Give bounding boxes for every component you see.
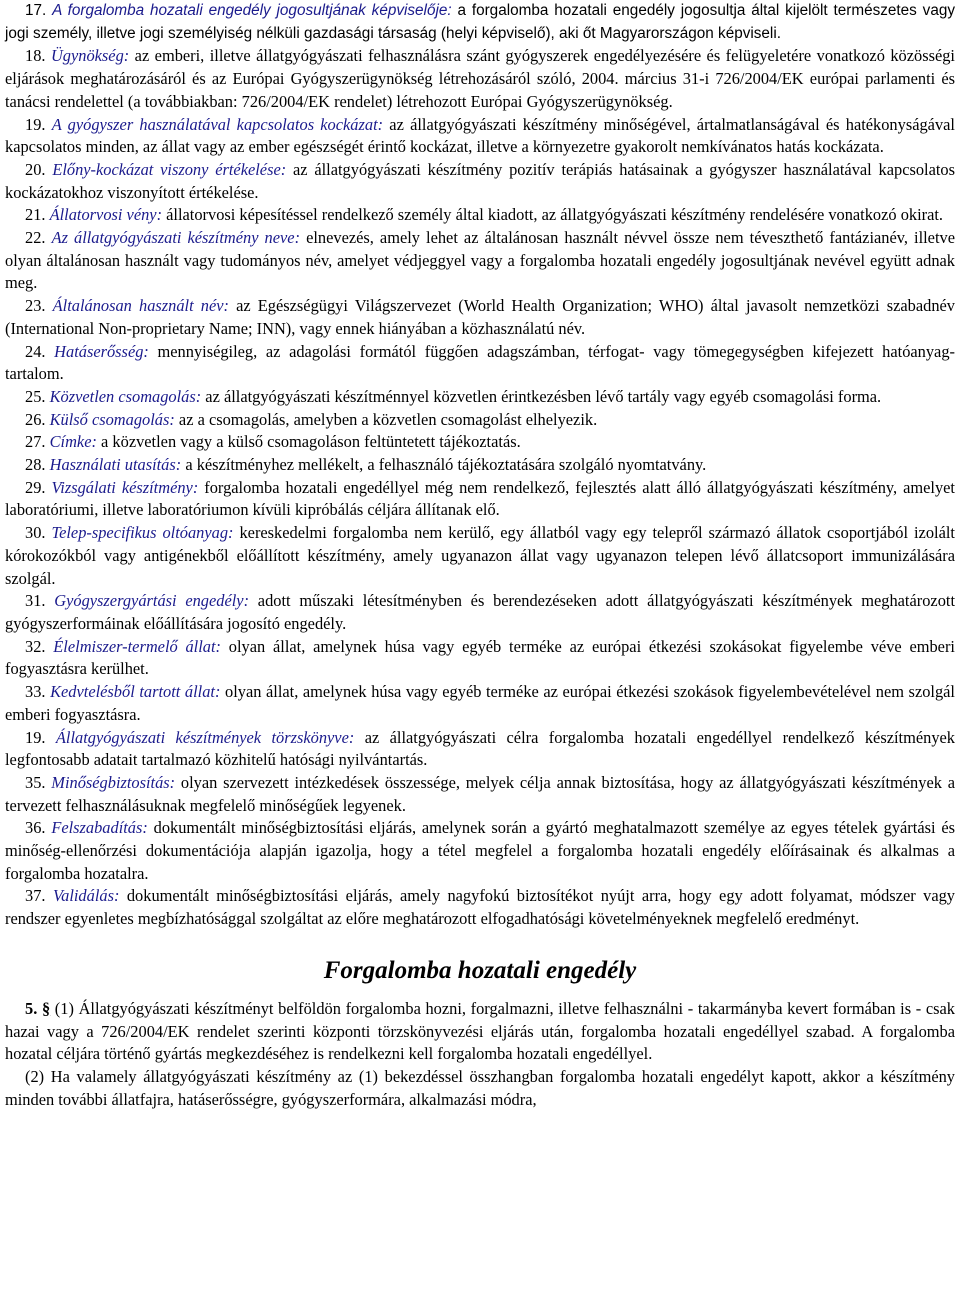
definition-term: Általánosan használt név:: [52, 296, 229, 316]
definition-number: 19.: [25, 727, 46, 747]
definition-term: Címke:: [49, 432, 97, 452]
definition-item: [5, 295, 955, 340]
definition-item: [5, 817, 955, 885]
definition-text: az emberi, illetve állatgyógyászati felhasználásra szánt gyógyszerek engedélyezésére és felügyeletére vonatkozó közösségi eljárások meghatározásáról és az Európai Gyógyszerügynökség létrehozásáról szóló, 2004. március 31-i 726/2004/EK európai parlamenti és tanácsi rendelettel (a továbbiakban: 726/2004/EK rendelet) létrehozott Európai Gyógyszerügynökség.: [5, 46, 955, 111]
definition-item: [5, 454, 955, 477]
definition-term: Telep-specifikus oltóanyag:: [51, 523, 234, 543]
definition-item: [5, 431, 955, 454]
definition-term: Felszabadítás:: [51, 818, 148, 838]
definition-number: 31.: [25, 591, 46, 611]
definition-term: Előny-kockázat viszony értékelése:: [52, 159, 287, 179]
definition-text: mennyiségileg, az adagolási formától függően adagszámban, térfogat- vagy tömegegységben kifejezett hatóanyag-tartalom.: [5, 341, 955, 384]
definition-text: az állatgyógyászati készítmény pozitív terápiás hatásainak a gyógyszer használatával kapcsolatos kockázatokhoz viszonyított értékelése.: [5, 159, 955, 202]
definition-text: olyan állat, amelynek húsa vagy egyéb terméke az európai étkezési szokások figyelembevételével nem szolgál emberi fogyasztásra.: [5, 682, 955, 724]
definition-number: 22.: [25, 228, 46, 248]
definition-item: [5, 159, 955, 204]
definition-text: elnevezés, amely lehet az általánosan használt névvel össze nem téveszthető fantázianév, illetve olyan általánosan használt vagy tudományos név, amelyet védjeggyel vagy a forgalomba hozatali engedély jogosultjának nevével együtt adnak meg.: [5, 228, 955, 293]
definition-item: [5, 114, 955, 159]
definition-term: Validálás:: [52, 886, 120, 906]
definition-term: Gyógyszergyártási engedély:: [54, 591, 250, 611]
definition-item: [5, 636, 955, 681]
definition-term: Az állatgyógyászati készítmény neve:: [51, 228, 301, 248]
definition-term: Használati utasítás:: [49, 455, 182, 475]
definition-item: [5, 590, 955, 635]
document-page: [5, 0, 955, 1111]
section-5-paragraph-1: [5, 998, 955, 1066]
definition-term: Közvetlen csomagolás:: [49, 386, 202, 406]
definition-number: 25.: [25, 386, 46, 406]
definition-number: 18.: [25, 46, 46, 66]
definition-text: olyan állat, amelynek húsa vagy egyéb terméke az európai étkezési szokásokat figyelembe véve emberi fogyasztásra kerülhet.: [5, 636, 955, 679]
definition-term: A forgalomba hozatali engedély jogosultjának képviselője:: [52, 2, 452, 19]
definition-number: 36.: [25, 818, 46, 838]
definition-item: [5, 681, 955, 726]
section-5-paragraph-2: [5, 1066, 955, 1111]
definition-number: 27.: [25, 432, 46, 452]
section-paragraph-2-text: (2) Ha valamely állatgyógyászati készítmény az (1) bekezdéssel összhangban forgalomba hozatali engedélyt kapott, akkor a készítmény minden további állatfajra, hatáserősségre, gyógyszerformára, alkalmazási módra,: [5, 1066, 955, 1109]
definitions-list: [5, 0, 955, 931]
definition-text: adott műszaki létesítményben és berendezéseken adott állatgyógyászati készítmények meghatározott gyógyszerformáinak előállítására jogosító engedély.: [5, 591, 955, 633]
definition-item: [5, 885, 955, 930]
definition-text: forgalomba hozatali engedéllyel még nem rendelkező, fejlesztés alatt álló állatgyógyászati készítmény, amelyet laboratóriumi, illetve laboratóriumon kívüli kipróbálás céljára állítanak elő.: [5, 477, 955, 520]
definition-item: [5, 45, 955, 113]
definition-number: 19.: [25, 114, 46, 134]
definition-number: 37.: [25, 886, 46, 906]
definition-text: az a csomagolás, amelyben a közvetlen csomagolást elhelyezik.: [174, 409, 598, 429]
definition-text: a forgalomba hozatali engedély jogosultja által kijelölt természetes vagy jogi személy, illetve jogi személyiség nélküli gazdasági társaság (helyi képviselő), aki őt Magyarországon képviseli.: [5, 2, 955, 42]
definition-number: 26.: [25, 409, 46, 429]
definition-item: [5, 477, 955, 522]
definition-number: 20.: [25, 159, 46, 179]
definition-item: [5, 341, 955, 386]
definition-item: [5, 204, 955, 227]
definition-text: olyan szervezett intézkedések összessége, melyek célja annak biztosítása, hogy az állatgyógyászati készítmények a tervezett felhasználásuknak megfelelő minőségűek legyenek.: [5, 772, 955, 815]
definition-number: 30.: [25, 523, 46, 543]
definition-number: 17.: [25, 2, 47, 19]
section-number: 5.: [25, 998, 38, 1018]
definition-text: az állatgyógyászati célra forgalomba hozatali engedéllyel rendelkező készítmények legfontosabb adatait tartalmazó közhitelű hatósági nyilvántartás.: [5, 727, 955, 770]
definition-text: dokumentált minőségbiztosítási eljárás, amelynek során a gyártó meghatalmazott személye az egyes tételek gyártási és minőség-ellenőrzési dokumentációja alapján igazolja, hogy a tétel megfelel a forgalomba hozatali engedély előírásainak és alkalmas a forgalomba hozatalra.: [5, 818, 955, 883]
definition-text: az állatgyógyászati készítménnyel közvetlen érintkezésben lévő tartály vagy egyéb csomagolási forma.: [201, 386, 882, 406]
definition-term: Állatgyógyászati készítmények törzskönyve:: [55, 727, 355, 747]
definition-term: Élelmiszer-termelő állat:: [53, 636, 221, 656]
definition-text: a készítményhez mellékelt, a felhasználó tájékoztatására szolgáló nyomtatvány.: [181, 455, 707, 475]
definition-text: dokumentált minőségbiztosítási eljárás, amely nagyfokú biztosítékot nyújt arra, hogy egy adott folyamat, módszer vagy rendszer egyenletes megbízhatósággal szolgáltat az előre meghatározott elfogadhatósági követelményeknek megfelelő eredményt.: [5, 886, 955, 929]
definition-number: 29.: [25, 477, 46, 497]
definition-term: Vizsgálati készítmény:: [51, 477, 199, 497]
definition-number: 28.: [25, 455, 46, 475]
definition-item: [5, 386, 955, 409]
definition-term: Külső csomagolás:: [49, 409, 175, 429]
definition-term: Ügynökség:: [50, 46, 130, 66]
definition-text: állatorvosi képesítéssel rendelkező személy által kiadott, az állatgyógyászati készítmény rendelésére vonatkozó okirat.: [162, 205, 944, 225]
definition-item: [5, 227, 955, 295]
section-paragraph-1-text: (1) Állatgyógyászati készítményt belföldön forgalomba hozni, forgalmazni, illetve felhasználni - takarmányba kevert formában is - csak hazai vagy a 726/2004/EK rendelet szerinti központi törzskönyvezési eljárás után, forgalomba hozatali engedéllyel szabad. A forgalomba hozatal céljára történő gyártás megkezdéséhez is rendelkezni kell forgalomba hozatali engedéllyel.: [5, 998, 955, 1064]
definition-text: az állatgyógyászati készítmény minőségével, ártalmatlanságával és hatékonyságával kapcsolatos minden, az állat vagy az ember egészségét érintő kockázat, illetve a környezetre gyakorolt nemkívánatos hatás kockázata.: [5, 114, 955, 157]
definition-term: Kedvtelésből tartott állat:: [50, 682, 221, 702]
definition-term: Minőségbiztosítás:: [51, 772, 176, 792]
definition-text: kereskedelmi forgalomba nem kerülő, egy állatból vagy egy telepről származó állatok csoportjából izolált kórokozókból vagy antigénekből előállított készítmény, amely ugyanazon állat vagy ugyanazon telepen lévő állatcsoport immunizálására szolgál.: [5, 523, 955, 588]
definition-text: a közvetlen vagy a külső csomagoláson feltüntetett tájékoztatás.: [96, 432, 521, 452]
definition-number: 33.: [25, 682, 46, 702]
definition-text: az Egészségügyi Világszervezet (World Health Organization; WHO) által javasolt nemzetközi szabadnév (International Non-proprietary Name; INN), vagy ennek hiányában a közhasználatú név.: [5, 296, 955, 338]
definition-term: Hatáserősség:: [54, 341, 149, 361]
definition-term: Állatorvosi vény:: [49, 205, 163, 225]
definition-item: [5, 409, 955, 432]
definition-item: [5, 727, 955, 772]
definition-item: [5, 522, 955, 590]
definition-number: 35.: [25, 772, 46, 792]
definition-term: A gyógyszer használatával kapcsolatos kockázat:: [51, 114, 384, 134]
definition-number: 21.: [25, 205, 46, 225]
section-heading: Forgalomba hozatali engedély: [323, 956, 637, 984]
definition-item: [5, 0, 955, 45]
definition-number: 32.: [25, 636, 46, 656]
definition-number: 24.: [25, 341, 46, 361]
definition-item: [5, 772, 955, 817]
definition-number: 23.: [25, 296, 46, 316]
section-symbol: §: [41, 998, 51, 1018]
